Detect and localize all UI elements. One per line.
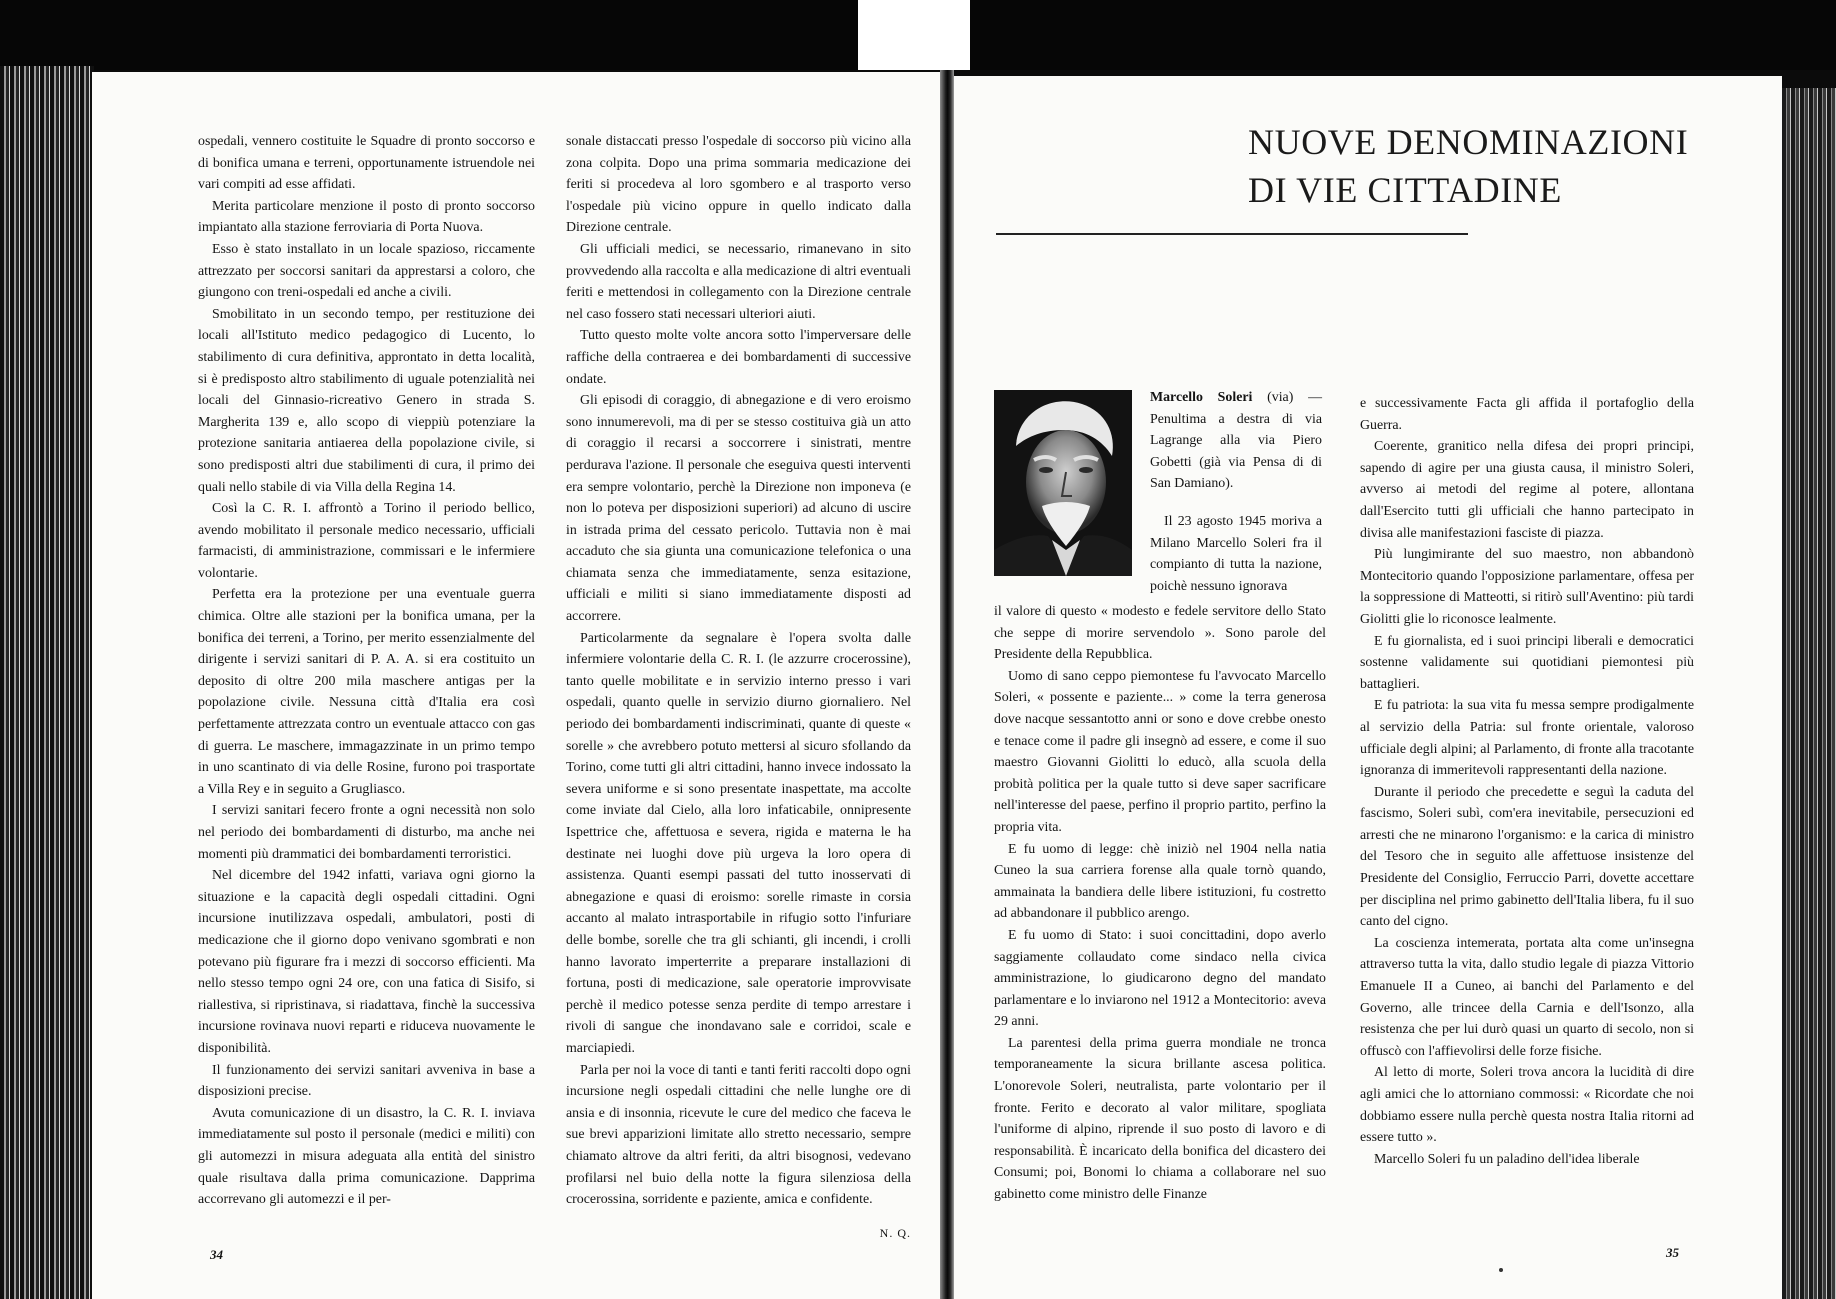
portrait-photo-icon [994, 390, 1132, 576]
paragraph: Il 23 agosto 1945 moriva a Milano Marcello Soleri fra il compianto di tutta la nazione, poichè nessuno ignorava [1150, 513, 1322, 594]
paragraph: Gli episodi di coraggio, di abnegazione e di vero eroismo sono innumerevoli, ma di per se stesso costituiva già un atto di coraggio il recarsi a soccorrere i sinistrati, mentre perdurava l'azione. Il personale che eseguiva questi interventi era sempre volontario, perchè la Direzione non imponeva (e non lo poteva per disposizioni superiori) ad alcuno di uscire in istrada prima del cessato pericolo. Tuttavia non è mai accaduto che sia giunta una comunicazione telefonica o una chiamata senza che immediatamente, senza esitazione, ufficiali e militi si siano immediatamente disposti ad accorrere. [566, 393, 911, 625]
paragraph: Il funzionamento dei servizi sanitari avveniva in base a disposizioni precise. [198, 1062, 535, 1100]
paragraph: Particolarmente da segnalare è l'opera svolta dalle infermiere volontarie della C. R. I. (le azzurre crocerossine), tanto quelle mobilitate e in servizio interno presso i vari ospedali, quanto quelle in servizio diurno giornaliero. Nel periodo dei bombardamenti indiscriminati, quante di queste « sorelle » che avrebbero potuto mettersi al sicuro sfollando da Torino, come tutti gli altri cittadini, hanno invece indossato la severa uniforme e si sono presentate inaspettate, ma accolte come inviate dal Cielo, alla loro infaticabile, onnipresente Ispettrice che, affettuosa e severa, rigida e materna le ha destinate nei luoghi dove più urgeva la loro opera di assistenza. Quanti esempi passati del tutto inosservati di abnegazione e quasi di eroismo: sorelle rimaste in corsia accanto al malato intrasportabile in rifugio sotto l'infuriare delle bombe, sorelle che tra gli schianti, gli incendi, i crolli hanno lavorato imperterrite a preparare installazioni di fortuna, posti di medicazione, sale operatorie improvvisate perchè il medico potesse senza perdite di tempo arrestare i rivoli di sangue che inondavano sale e corridoi, scale e marciapiedi. [566, 630, 911, 1056]
paragraph: E fu giornalista, ed i suoi principi liberali e democratici sostenne validamente sui quotidiani piemontesi più battaglieri. [1360, 633, 1694, 692]
print-speck [1499, 1268, 1503, 1272]
paragraph: Avuta comunicazione di un disastro, la C. R. I. inviava immediatamente sul posto il personale (medici e militi) con gli automezzi in misura adeguata alla entità del sinistro quale risultava dalla prima comunicazione. Dapprima accorrevano gli automezzi e il per- [198, 1105, 535, 1208]
entry-heading-paragraph [1150, 387, 1322, 495]
book-gutter [940, 70, 954, 1299]
scan-top-notch [858, 0, 970, 70]
paragraph: Esso è stato installato in un locale spazioso, riccamente attrezzato per soccorsi sanitari da apprestarsi a coloro, che giungono con treni-ospedali ed anche a civili. [198, 241, 535, 301]
paragraph: Al letto di morte, Soleri trova ancora la lucidità di dire agli amici che lo attorniano commossi: « Ricordate che noi dobbiamo essere nulla perchè questa nostra Italia ritorni ad essere tutto ». [1360, 1065, 1694, 1146]
section-title-line-2: DI VIE CITTADINE [1248, 170, 1562, 210]
section-title-line-1: NUOVE DENOMINAZIONI [1248, 122, 1689, 162]
paragraph: Durante il periodo che precedette e seguì la caduta del fascismo, Soleri subì, com'era inevitabile, persecuzioni ed arresti che ne minarono l'organismo: e la carica di ministro del Tesoro che in seguito alle affettuose insistenze del Presidente del Consiglio, Ferruccio Parri, dovette accettare per disciplina nel primo gabinetto dell'Italia libera, fu il suo canto del cigno. [1360, 784, 1694, 930]
paragraph: Parla per noi la voce di tanti e tanti feriti raccolti dopo ogni incursione negli ospedali cittadini che nelle lunghe ore di ansia e di insonnia, ricevute le cure del medico che faceva le sue brevi apparizioni limitate allo stretto necessario, sempre chiamato altrove da altri feriti, da altri bisognosi, vedevano profilarsi nel buio della notte la figura silenziosa della crocerossina, sorridente e paziente, amica e confidente. [566, 1062, 911, 1208]
book-page-edges-right [1782, 88, 1836, 1299]
page-number-left: 34 [210, 1247, 223, 1262]
page-number-right: 35 [1666, 1245, 1679, 1260]
right-page-column-2 [1360, 393, 1694, 1170]
left-page-column-1 [198, 131, 535, 1211]
paragraph: sonale distaccati presso l'ospedale di soccorso più vicino alla zona colpita. Dopo una prima sommaria medicazione dei feriti si procedeva al loro sgombero e al trasporto verso l'ospedale più vicino oppure in quello indicato dalla Direzione centrale. [566, 134, 911, 236]
paragraph: il valore di questo « modesto e fedele servitore dello Stato che seppe di morire servendolo ». Sono parole del Presidente della Repubblica. [994, 604, 1326, 663]
paragraph: E fu uomo di legge: chè iniziò nel 1904 nella natia Cuneo la sua carriera forense alla quale tornò quando, ammainata la bandiera delle libere istituzioni, fu costretto ad abbandonare il pubblico arengo. [994, 841, 1326, 922]
paragraph: Marcello Soleri fu un paladino dell'idea liberale [1374, 1151, 1640, 1167]
book-page-edges-left [0, 66, 94, 1299]
entry-location: — Penultima a destra di via Lagrange alla via Piero Gobetti (già via Pensa di di San Damiano). [1150, 390, 1322, 492]
paragraph: E fu uomo di Stato: i suoi concittadini, dopo averlo saggiamente collaudato come sindaco nella civica amministrazione, lo giudicarono degno del mandato parlamentare e lo inviarono nel 1912 a Montecitorio: aveva 29 anni. [994, 927, 1326, 1030]
entry-name: Marcello Soleri [1150, 390, 1253, 405]
title-divider [996, 233, 1468, 235]
paragraph: e successivamente Facta gli affida il portafoglio della Guerra. [1360, 396, 1694, 433]
paragraph: Tutto questo molte volte ancora sotto l'imperversare delle raffiche della contraerea e dei bombardamenti di successive ondate. [566, 328, 911, 387]
paragraph: Così la C. R. I. affrontò a Torino il periodo bellico, avendo mobilitato il personale medico necessario, ufficiali farmacisti, di amministrazione, commissari e le infermiere volontarie. [198, 501, 535, 581]
paragraph: La coscienza intemerata, portata alta come un'insegna attraverso tutta la vita, dallo studio legale di piazza Vittorio Emanuele II a Cuneo, ai banchi del Parlamento e del Governo, alle trincee della Carnia e dell'Isonzo, alla resistenza che per lui durò quasi un quarto di secolo, non si offuscò con l'affievolirsi delle forze fisiche. [1360, 935, 1694, 1059]
right-page-column-1 [994, 601, 1326, 1206]
paragraph: E fu patriota: la sua vita fu messa sempre prodigalmente al servizio della Patria: sul fronte orientale, valoroso ufficiale degli alpini; al Parlamento, di fronte alla tracotante ignoranza di immeritevoli rappresentanti della nazione. [1360, 698, 1694, 779]
paragraph: ospedali, vennero costituite le Squadre di pronto soccorso e di bonifica umana e terreni, opportunamente istruendole nei vari compiti ad esse affidati. [198, 134, 535, 193]
paragraph: Nel dicembre del 1942 infatti, variava ogni giorno la situazione e la capacità degli ospedali cittadini. Ogni incursione inutilizzava ospedali, ambulatori, posti di medicazione che il giorno dopo venivano sgombrati e non potevano più figurare fra i mezzi di soccorso efficienti. Ma nello stesso tempo ogni 24 ore, con una fatica di Sisifo, si riallestiva, si ripristinava, si riadattava, finchè la successiva incursione rovinava nuovi reparti e riduceva nuovamente le disponibilità. [198, 868, 535, 1056]
paragraph: I servizi sanitari fecero fronte a ogni necessità non solo nel periodo dei bombardamenti di disturbo, ma anche nei momenti più drammatici dei bombardamenti terroristici. [198, 803, 535, 862]
author-signature: N. Q. [879, 1225, 911, 1240]
paragraph: Perfetta era la protezione per una eventuale guerra chimica. Oltre alle stazioni per la bonifica umana, per la bonifica dei terreni, a Torino, per merito essenzialmente del dirigente i servizi sanitari di P. A. A. si era costituito un deposito di oltre 200 mila maschere antigas per la popolazione civile. Nessuna città d'Italia era così perfettamente attrezzata contro un eventuale attacco con gas di guerra. Le maschere, immagazzinate in un primo tempo in uno scantinato di via delle Rosine, furono poi trasportate a Villa Rey e in seguito a Grugliasco. [198, 587, 535, 797]
paragraph: Più lungimirante del suo maestro, non abbandonò Montecitorio quando l'opposizione parlamentare, offesa per la soppressione di Matteotti, si ritirò sull'Aventino: più tardi Giolitti glie lo riconosce lealmente. [1360, 547, 1694, 627]
entry-tag: (via) [1267, 390, 1294, 405]
section-title [1248, 118, 1708, 214]
paragraph: Coerente, granitico nella difesa dei propri principi, sapendo di agire per una giusta causa, il ministro Soleri, avverso ai metodi del regime al potere, allontana dall'Esercito tutti gli ufficiali che hanno partecipato in divisa alle manifestazioni fasciste di piazza. [1360, 439, 1694, 541]
paragraph: Uomo di sano ceppo piemontese fu l'avvocato Marcello Soleri, « possente e paziente... » come la terra generosa dove nacque sessantotto anni or sono e dove crebbe onesto e tenace come il padre gli insegnò ad essere, e come il suo maestro Giovanni Giolitti lo educò, alla scuola della probità politica per la quale tutto si deve saper sacrificare nell'interesse del paese, perfino il proprio partito, perfino la propria vita. [994, 668, 1326, 835]
paragraph: Merita particolare menzione il posto di pronto soccorso impiantato alla stazione ferroviaria di Porta Nuova. [198, 198, 535, 236]
entry-intro [1150, 387, 1322, 597]
paragraph: La parentesi della prima guerra mondiale ne tronca temporaneamente la sicura brillante ascesa politica. L'onorevole Soleri, neutralista, parte volontario per il fronte. Ferito e decorato al valor militare, spogliata l'uniforme di alpino, riprende il suo posto di lavoro e di responsabilità. È incaricato della bonifica del dicastero dei Consumi; poi, Bonomi lo chiama a collaborare nel suo gabinetto come ministro delle Finanze [994, 1035, 1326, 1203]
left-page-column-2 [566, 131, 911, 1244]
paragraph: Gli ufficiali medici, se necessario, rimanevano in sito provvedendo alla raccolta e alla medicazione di altri eventuali feriti e mettendosi in collegamento con la Direzione centrale nel caso fossero stati necessari ulteriori aiuti. [566, 241, 911, 322]
paragraph: Smobilitato in un secondo tempo, per restituzione dei locali all'Istituto medico pedagogico di Lucento, lo stabilimento di cura definitiva, approntato in detta località, si è predisposto altro stabilimento di uguale potenzialità nei locali del Ginnasio-ricreativo Genero in strada S. Margherita 139 e, allo scopo di vieppiù potenziare la protezione sanitaria antiaerea della popolazione civile, si sono predisposti altri due stabilimenti di cura, il primo dei quali nello stabile di via Villa della Regina 14. [198, 306, 535, 495]
